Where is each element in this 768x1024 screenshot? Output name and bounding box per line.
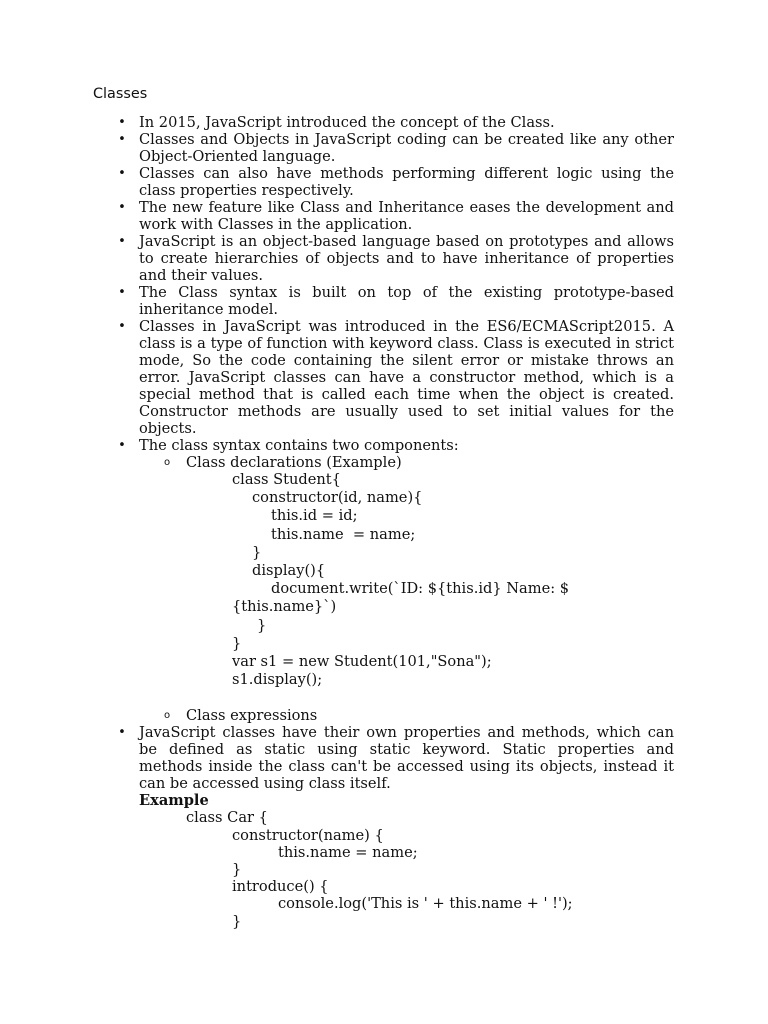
- code-line: class Student{: [232, 471, 341, 488]
- example-code-block: [0, 809, 768, 929]
- list-item: [118, 233, 674, 284]
- sub-list-text: Class declarations (Example): [186, 454, 402, 471]
- list-item: [118, 284, 674, 318]
- list-item: [118, 114, 674, 131]
- list-item: [118, 437, 674, 454]
- code-line: constructor(name) {: [232, 826, 384, 844]
- bullet-icon: •: [118, 438, 126, 453]
- list-item: [118, 318, 674, 437]
- list-item: [118, 165, 674, 199]
- code-line: class Car {: [186, 809, 268, 827]
- bullet-text: Classes and Objects in JavaScript coding can be created like any other Object-Oriented language.: [139, 131, 674, 165]
- code-line: }: [232, 634, 242, 652]
- code-line: }: [232, 912, 242, 930]
- code-line: introduce() {: [232, 878, 329, 896]
- bullet-icon: •: [118, 166, 126, 181]
- code-line: {this.name}`): [232, 598, 337, 616]
- code-line: console.log('This is ' + this.name + ' !');: [278, 895, 573, 913]
- bullet-text: Classes can also have methods performing different logic using the class properties respectively.: [139, 165, 674, 199]
- bullet-icon: •: [118, 132, 126, 147]
- bullet-text: Classes in JavaScript was introduced in the ES6/ECMAScript2015. A class is a type of function with keyword class. Class is executed in strict mode, So the code containing the silent error or mistake throws an error. JavaScript classes can have a constructor method, which is a special method that is called each time when the object is created. Constructor methods are usually used to set initial values for the objects.: [139, 318, 674, 437]
- bullet-icon: •: [118, 115, 126, 130]
- bullet-icon: •: [118, 725, 126, 741]
- code-line: }: [252, 543, 262, 561]
- list-item: [118, 131, 674, 165]
- circle-bullet-icon: o: [163, 457, 171, 468]
- bullet-icon: •: [118, 200, 126, 215]
- code-line: display(){: [252, 562, 326, 580]
- bullet-text: The new feature like Class and Inheritance eases the development and work with Classes in the application.: [139, 199, 674, 233]
- code-line: this.name = name;: [278, 843, 418, 861]
- code-line: var s1 = new Student(101,"Sona");: [232, 653, 492, 671]
- bullet-text: In 2015, JavaScript introduced the concept of the Class.: [139, 114, 555, 131]
- bullet-icon: •: [118, 234, 126, 249]
- bullet-icon: •: [118, 285, 126, 300]
- page-heading: Classes: [93, 86, 148, 102]
- declaration-code-block: [0, 471, 768, 707]
- bullet-text: The class syntax contains two components:: [139, 437, 459, 454]
- spacer: [0, 689, 768, 707]
- sub-list-item: [163, 454, 674, 471]
- code-line: }: [257, 616, 267, 634]
- sub-list-text: Class expressions: [186, 707, 318, 725]
- list-item: [118, 199, 674, 233]
- bullet-icon: •: [118, 319, 126, 334]
- code-line: this.id = id;: [271, 507, 358, 525]
- code-line: document.write(`ID: ${this.id} Name: $: [271, 580, 570, 598]
- circle-bullet-icon: o: [163, 710, 171, 722]
- code-line: }: [232, 861, 242, 879]
- code-line: s1.display();: [232, 671, 323, 689]
- bullet-text: The Class syntax is built on top of the existing prototype-based inheritance model.: [139, 284, 674, 318]
- code-line: this.name = name;: [271, 525, 416, 543]
- list-item: [118, 724, 674, 793]
- code-line: constructor(id, name){: [252, 489, 423, 507]
- bullet-text: JavaScript classes have their own properties and methods, which can be defined as static using static keyword. Static properties and methods inside the class can't be accessed using its objects, instead it can be accessed using class itself.: [139, 724, 674, 793]
- sub-list-item: [163, 707, 674, 725]
- document-body: [0, 114, 768, 930]
- example-label: Example: [139, 792, 209, 810]
- bullet-text: JavaScript is an object-based language based on prototypes and allows to create hierarchies of objects and to have inheritance of properties and their values.: [139, 233, 674, 284]
